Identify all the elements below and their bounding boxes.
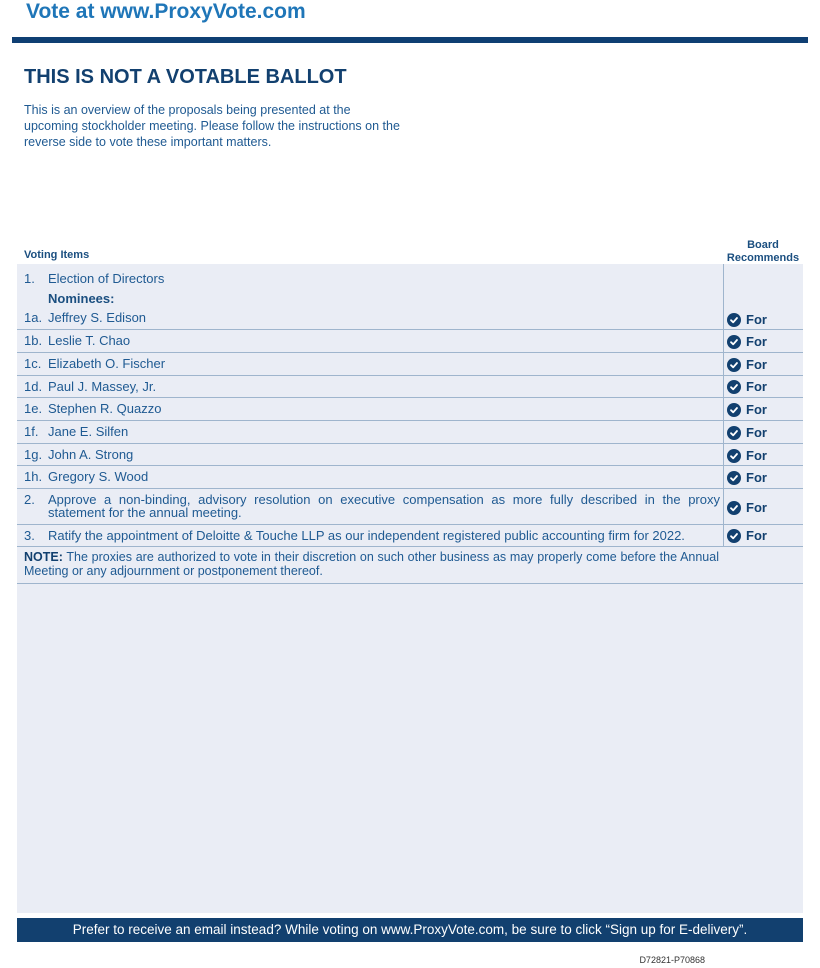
item-text: Election of Directors xyxy=(48,271,165,286)
board-recommends-header xyxy=(722,239,804,265)
recommendation-1d xyxy=(727,379,767,394)
recommendation-label: For xyxy=(746,379,767,394)
item-number: 1g. xyxy=(24,447,43,462)
voting-items-header: Voting Items xyxy=(24,249,90,261)
site-title[interactable]: Vote at www.ProxyVote.com xyxy=(26,0,306,23)
item-text: Paul J. Massey, Jr. xyxy=(48,379,157,394)
proposal-2-row xyxy=(17,489,803,525)
recommendation-label: For xyxy=(746,425,767,440)
check-circle-icon xyxy=(727,403,741,417)
recommendation-label: For xyxy=(746,500,767,515)
nominees-label-row xyxy=(17,288,803,308)
column-divider xyxy=(723,264,724,546)
recommendation-label: For xyxy=(746,402,767,417)
item-text: John A. Strong xyxy=(48,447,134,462)
item-number: 1e. xyxy=(24,401,43,416)
edelivery-banner xyxy=(17,918,803,942)
recommendation-1f xyxy=(727,425,767,440)
edelivery-text: Prefer to receive an email instead? While voting on www.ProxyVote.com, be sure to click “Sign up for E-delivery”. xyxy=(72,922,748,937)
nominees-label: Nominees: xyxy=(48,291,115,306)
item-text: Approve a non-binding, advisory resolution on executive compensation as more fully described in the proxy statement for the annual meeting. xyxy=(48,492,720,520)
proposal-1-row xyxy=(17,264,803,288)
check-circle-icon xyxy=(727,501,741,515)
recommendation-1b xyxy=(727,334,767,349)
recommendation-2 xyxy=(727,500,767,515)
recommendation-label: For xyxy=(746,357,767,372)
check-circle-icon xyxy=(727,380,741,394)
recommendation-label: For xyxy=(746,528,767,543)
document-code: D72821-P70868 xyxy=(639,955,705,965)
item-text: Gregory S. Wood xyxy=(48,469,149,484)
note-text xyxy=(24,550,719,578)
item-text: Stephen R. Quazzo xyxy=(48,401,162,416)
item-text: Elizabeth O. Fischer xyxy=(48,356,166,371)
check-circle-icon xyxy=(727,471,741,485)
nominee-row-1d xyxy=(17,376,803,398)
check-circle-icon xyxy=(727,426,741,440)
check-circle-icon xyxy=(727,449,741,463)
proposal-3-row xyxy=(17,525,803,547)
item-text: Ratify the appointment of Deloitte & Touche LLP as our independent registered public accounting firm for 2022. xyxy=(48,528,685,543)
page-title: THIS IS NOT A VOTABLE BALLOT xyxy=(24,66,347,88)
nominee-row-1g xyxy=(17,444,803,466)
intro-text: This is an overview of the proposals being presented at the upcoming stockholder meeting. Please follow the instructions on the reverse side to vote these important matters. xyxy=(24,103,400,149)
header-divider xyxy=(12,37,808,43)
item-number: 3. xyxy=(24,528,35,543)
nominee-row-1e xyxy=(17,398,803,421)
recommendation-label: For xyxy=(746,470,767,485)
item-number: 2. xyxy=(24,492,35,507)
check-circle-icon xyxy=(727,529,741,543)
check-circle-icon xyxy=(727,358,741,372)
recommendation-label: For xyxy=(746,334,767,349)
nominee-row-1a xyxy=(17,308,803,330)
item-text: Leslie T. Chao xyxy=(48,333,131,348)
item-number: 1h. xyxy=(24,469,43,484)
board-header-line1: Board xyxy=(747,239,779,251)
recommendation-3 xyxy=(727,528,767,543)
check-circle-icon xyxy=(727,313,741,327)
recommendation-1e xyxy=(727,402,767,417)
note-label: NOTE: xyxy=(24,550,63,564)
note-divider xyxy=(17,583,803,584)
recommendation-1a xyxy=(727,312,767,327)
item-text: Jeffrey S. Edison xyxy=(48,310,147,325)
recommendation-label: For xyxy=(746,448,767,463)
check-circle-icon xyxy=(727,335,741,349)
recommendation-label: For xyxy=(746,312,767,327)
board-header-line2: Recommends xyxy=(726,252,800,264)
item-number: 1. xyxy=(24,271,35,286)
item-text: Jane E. Silfen xyxy=(48,424,129,439)
recommendation-1c xyxy=(727,357,767,372)
item-number: 1c. xyxy=(24,356,42,371)
item-number: 1d. xyxy=(24,379,43,394)
item-number: 1b. xyxy=(24,333,43,348)
nominee-row-1h xyxy=(17,466,803,489)
nominee-row-1b xyxy=(17,330,803,353)
item-number: 1a. xyxy=(24,310,43,325)
recommendation-1h xyxy=(727,470,767,485)
nominee-row-1c xyxy=(17,353,803,376)
nominee-row-1f xyxy=(17,421,803,444)
note-body: The proxies are authorized to vote in their discretion on such other business as may properly come before the Annual Meeting or any adjournment or postponement thereof. xyxy=(24,550,719,578)
recommendation-1g xyxy=(727,448,767,463)
item-number: 1f. xyxy=(24,424,39,439)
